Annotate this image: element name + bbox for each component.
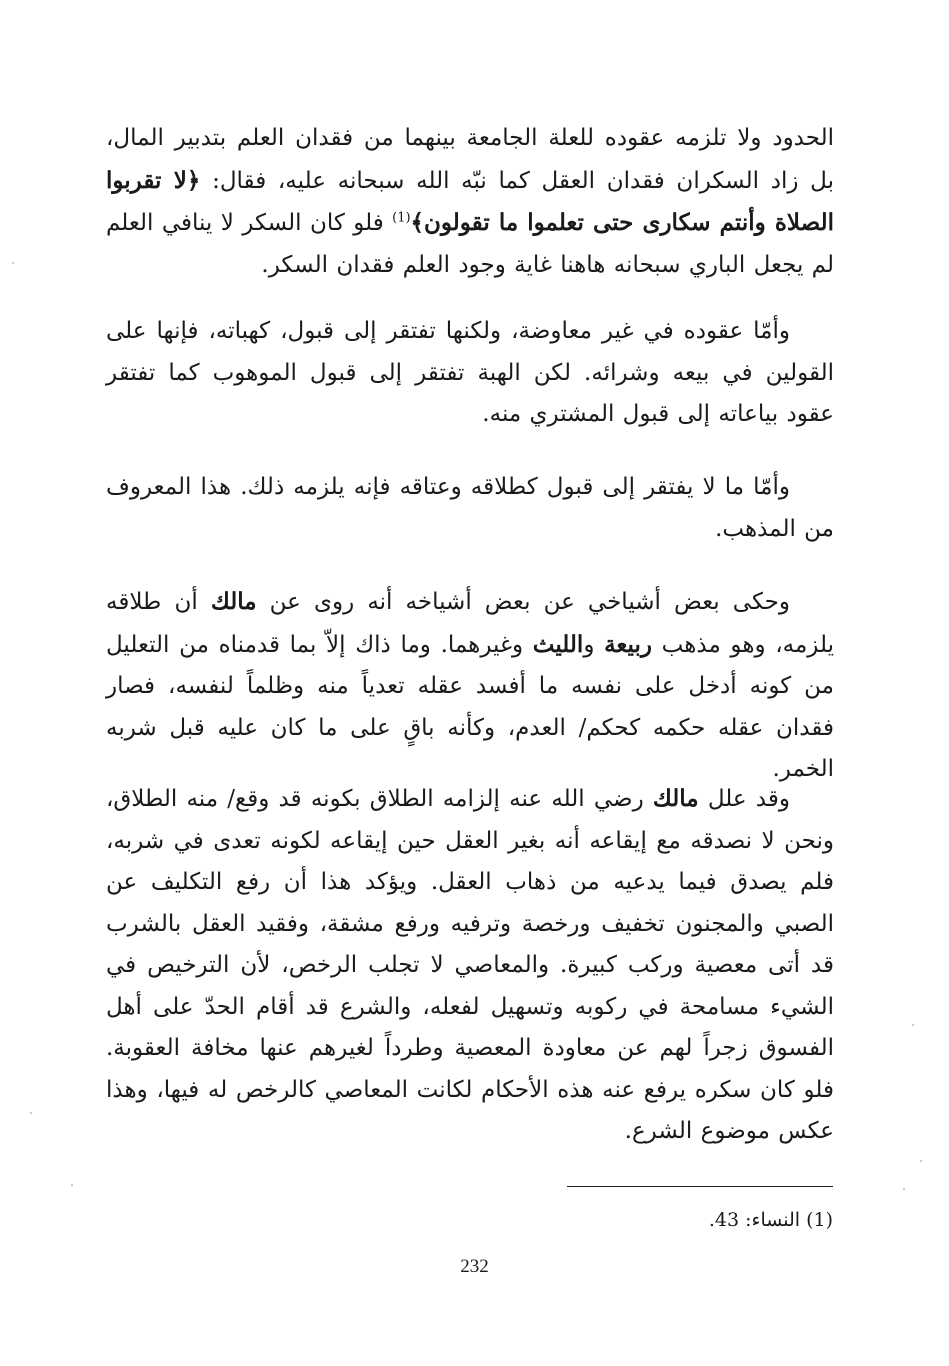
emphasized-text: مالك bbox=[210, 588, 257, 615]
paragraph-text bbox=[106, 778, 834, 1153]
scan-speck bbox=[903, 1188, 905, 1190]
emphasized-text: ربيعة bbox=[604, 630, 652, 658]
paragraph bbox=[106, 778, 834, 1153]
footnote: (1) النساء: 43. bbox=[708, 1209, 833, 1231]
footnote-marker: (1) bbox=[392, 210, 411, 226]
paragraph bbox=[106, 118, 834, 286]
emphasized-text: الليث bbox=[532, 630, 584, 658]
text-run: وحكى بعض أشياخي عن بعض أشياخه أنه روى عن bbox=[256, 589, 790, 615]
text-run: وقد علل bbox=[698, 786, 790, 812]
text-run: وأمّا عقوده في غير معاوضة، ولكنها تفتقر إلى قبول، كهباته، فإنها على القولين في بيعه وشرائه. لكن الهبة تفتقر إلى قبول الموهوب كما تفتقر عقود بياعاته إلى قبول المشتري منه. bbox=[106, 318, 834, 427]
page-number: 232 bbox=[460, 1256, 489, 1277]
text-run: الحدود ولا تلزمه عقوده للعلة الجامعة بينهما من فقدان العلم بتدبير المال، بل زاد السكران فقدان العقل كما نبّه الله سبحانه عليه، فقال: bbox=[106, 125, 834, 194]
text-run: وغيرهما. وما ذاك إلاّ بما قدمناه من التعليل من كونه أدخل على نفسه ما أفسد عقله تعدياً منه وظلماً لنفسه، فصار فقدان عقله حكمه كحكم/ العدم، وكأنه باقٍ على ما كان عليه قبل شربه الخمر. bbox=[106, 631, 834, 782]
text-run: أن طلاقه يلزمه، وهو مذهب bbox=[106, 589, 835, 658]
scan-speck bbox=[30, 1112, 32, 1114]
scan-speck bbox=[920, 1160, 922, 1162]
paragraph-text bbox=[106, 467, 834, 550]
paragraph bbox=[106, 467, 834, 550]
text-run: فلو كان السكر لا ينافي العلم لم يجعل الباري سبحانه هاهنا غاية وجود العلم فقدان السكر. bbox=[106, 210, 834, 278]
emphasized-text: مالك bbox=[652, 785, 699, 812]
scan-speck bbox=[12, 262, 14, 264]
footnote-separator bbox=[567, 1186, 833, 1187]
text-run: رضي الله عنه إلزامه الطلاق بكونه قد وقع/ منه الطلاق، ونحن لا نصدقه مع إيقاعه أنه بغير العقل حين إيقاعه لكونه تعدى في شربه، فلم يصدق فيما يدعيه من ذهاب العقل. ويؤكد هذا أن رفع التكليف عن الصبي والمجنون تخفيف ورخصة وترفيه ورفع مشقة، وفقيد العقل بالشرب قد أتى معصية وركب كبيرة. والمعاصي لا تجلب الرخص، لأن الترخيص في الشيء مسامحة في ركوبه وتسهيل لفعله، والشرع قد أقام الحدّ على أهل الفسوق زجراً لهم عن معاودة المعصية وطرداً لغيرهم عنها مخافة العقوبة. فلو كان سكره يرفع عنه هذه الأحكام لكانت المعاصي كالرخص له فيها، وهذا عكس موضوع الشرع. bbox=[106, 786, 834, 1144]
scan-speck bbox=[71, 1184, 73, 1186]
text-run: و bbox=[583, 631, 605, 658]
paragraph-text bbox=[106, 311, 834, 436]
paragraph-text bbox=[106, 581, 834, 791]
text-run: وأمّا ما لا يفتقر إلى قبول كطلاقه وعتاقه فإنه يلزمه ذلك. هذا المعروف من المذهب. bbox=[106, 474, 834, 542]
paragraph bbox=[106, 311, 834, 436]
emphasized-text: ﴿لا تقربوا الصلاة وأنتم سكارى حتى تعلموا ما تقولون﴾ bbox=[106, 166, 834, 236]
paragraph-text bbox=[106, 118, 834, 286]
scan-speck bbox=[912, 1024, 914, 1026]
paragraph bbox=[106, 581, 834, 791]
